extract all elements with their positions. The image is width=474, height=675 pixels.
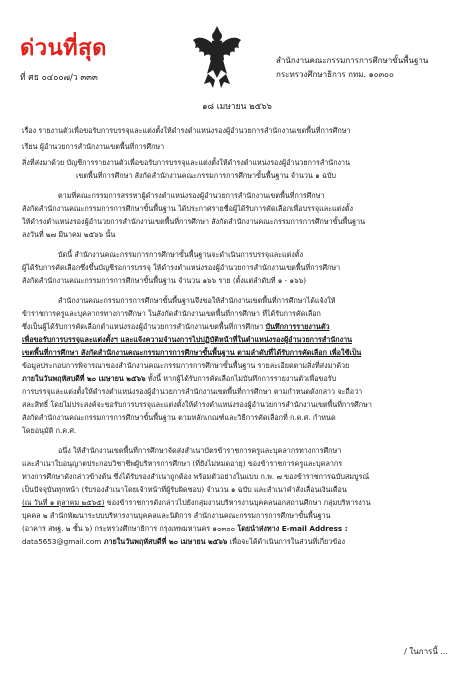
para3-underlined-line: เพื่อขอรับการบรรจุและแต่งตั้งฯ และแจ้งความจำนงการไปปฏิบัติหน้าที่ในตำแหน่งรองผู้อำนวยการสำนักงาน [22, 335, 353, 344]
para3-line: โดยอนุมัติ ก.ค.ศ. [22, 426, 77, 435]
para4-line [22, 536, 345, 547]
para3-line: ข้าราชการครูและบุคลากรทางการศึกษา ในสังกัดสำนักงานเขตพื้นที่การศึกษา ที่ได้รับการคัดเลือก [22, 309, 321, 318]
para4-text: (อาคาร สพฐ. ๒ ชั้น ๖) กระทรวงศึกษาธิการ กรุงเทพมหานคร ๑๐๓๐๐ [22, 524, 238, 533]
para1-line: สังกัดสำนักงานคณะกรรมการการศึกษาขั้นพื้นฐาน ได้ประกาศรายชื่อผู้ได้รับการคัดเลือกเพื่อบรรจุและแต่งตั้ง [22, 204, 353, 213]
issuing-agency [276, 54, 428, 82]
para3-line [22, 321, 330, 332]
agency-address: กระทรวงศึกษาธิการ กทม. ๑๐๓๐๐ [276, 70, 394, 79]
para4-date: (ณ วันที่ ๑ ตุลาคม ๒๕๖๕) [22, 498, 105, 507]
document-date: ๑๘ เมษายน ๒๕๖๖ [202, 102, 272, 112]
para3-line: สละสิทธิ์ โดยไม่ประสงค์จะขอรับการบรรจุและแต่งตั้งให้ดำรงตำแหน่งรองผู้อำนวยการสำนักงานเขตพื้นที่การศึกษา [22, 400, 372, 409]
para2-line: สังกัดสำนักงานคณะกรรมการการศึกษาขั้นพื้นฐาน จำนวน ๑๖๖ ราย (ตั้งแต่ลำดับที่ ๑ - ๑๖๖) [22, 276, 307, 285]
agency-name: สำนักงานคณะกรรมการการศึกษาขั้นพื้นฐาน [276, 56, 429, 65]
para4-line: เป็นปัจจุบันทุกหน้า (รับรองสำเนาโดยเจ้าหน้าที่ผู้รับผิดชอบ) จำนวน ๑ ฉบับ และสำเนาคำสั่งเลื่อนเงินเดือน [22, 485, 347, 494]
para3-underlined: บันทึกการรายงานตัว [265, 322, 330, 331]
email-address: data5653@gmail.com [22, 537, 102, 546]
para3-deadline: ภายในวันพฤหัสบดีที่ ๒๐ เมษายน ๒๕๖๖ [22, 374, 146, 383]
para3-line: ข้อมูลประกอบการพิจารณาของสำนักงานคณะกรรมการการศึกษาขั้นพื้นฐาน รายละเอียดตามสิ่งที่ส่งมาด้วย [22, 361, 350, 370]
subject-line: เรื่อง รายงานตัวเพื่อขอรับการบรรจุและแต่งตั้งให้ดำรงตำแหน่งรองผู้อำนวยการสำนักงานเขตพื้นที่การศึกษา [22, 126, 351, 135]
para2-line: ผู้ได้รับการคัดเลือกซึ่งขึ้นบัญชีรอการบรรจุ ให้ดำรงตำแหน่งรองผู้อำนวยการสำนักงานเขตพื้นที่การศึกษา [22, 263, 341, 272]
para4-line: บุคคล ๒ สำนักพัฒนาระบบบริหารงานบุคคลและนิติการ สำนักงานคณะกรรมการการศึกษาขั้นพื้นฐาน [22, 511, 331, 520]
para4-email-label: โดยนำส่งทาง E-mail Address : [237, 524, 348, 533]
recipient-line: เรียน ผู้อำนวยการสำนักงานเขตพื้นที่การศึกษา [22, 142, 165, 151]
para4-line [22, 497, 371, 508]
garuda-emblem-icon [191, 26, 243, 90]
para3-line: สำนักงานคณะกรรมการการศึกษาขั้นพื้นฐานจึงขอให้สำนักงานเขตพื้นที่การศึกษาได้แจ้งให้ [58, 296, 336, 305]
para3-text: ซึ่งเป็นผู้ได้รับการคัดเลือกตำแหน่งรองผู้อำนวยการสำนักงานเขตพื้นที่การศึกษา [22, 322, 266, 331]
para4-line: และสำเนาใบอนุญาตประกอบวิชาชีพผู้บริหารการศึกษา (ที่ยังไม่หมดอายุ) ของข้าราชการครูและบุคลากร [22, 459, 343, 468]
para4-line: ทางการศึกษาดังกล่าวข้างต้น ซึ่งได้รับรองสำเนาถูกต้อง พร้อมตัวอย่างในแบบ ก.พ. ๗ ของข้าราชการฉบับสมบูรณ์ [22, 472, 370, 481]
para3-line: สังกัดสำนักงานคณะกรรมการการศึกษาขั้นพื้นฐาน ตามหลักเกณฑ์และวิธีการคัดเลือกที่ ก.ค.ศ. กำหนด [22, 413, 336, 422]
urgent-stamp: ด่วนที่สุด [20, 36, 107, 61]
para4-deadline: ภายในวันพฤหัสบดีที่ ๒๐ เมษายน ๒๕๖๖ [101, 537, 228, 546]
continuation-marker: / ในการนี้ ... [404, 647, 448, 656]
enclosure-line-cont: เขตพื้นที่การศึกษา สังกัดสำนักงานคณะกรรมการการศึกษาขั้นพื้นฐาน จำนวน ๑ ฉบับ [76, 171, 336, 180]
para1-line: ลงวันที่ ๒๗ มีนาคม ๒๕๖๖ นั้น [22, 230, 116, 239]
para4-line: อนึ่ง ให้สำนักงานเขตพื้นที่การศึกษาจัดส่งสำเนาบัตรข้าราชการครูและบุคลากรทางการศึกษา [58, 446, 342, 455]
para3-text: ทั้งนี้ หากผู้ได้รับการคัดเลือกไม่บันทึกการรายงานตัวเพื่อขอรับ [145, 374, 337, 383]
para4-text: ของข้าราชการดังกล่าวไปยังกลุ่มงานบริหารงานบุคคลนอกสถานศึกษา กลุ่มบริหารงาน [104, 498, 371, 507]
para3-underlined-line: เขตพื้นที่การศึกษา สังกัดสำนักงานคณะกรรมการการศึกษาขั้นพื้นฐาน ตามลำดับที่ได้รับการคัดเลือก เพื่อใช้เป็น [22, 348, 362, 357]
para1-line: ให้ดำรงตำแหน่งรองผู้อำนวยการสำนักงานเขตพื้นที่การศึกษา สังกัดสำนักงานคณะกรรมการการศึกษาขั้นพื้นฐาน [22, 217, 366, 226]
para4-line [22, 523, 348, 534]
para2-line: บัดนี้ สำนักงานคณะกรรมการการศึกษาขั้นพื้นฐานจะดำเนินการบรรจุและแต่งตั้ง [58, 250, 303, 259]
para3-line [22, 373, 336, 384]
document-number: ที่ ศธ ๐๔๐๐๗/ว ๓๓๓ [20, 73, 98, 83]
para3-line: การบรรจุและแต่งตั้งให้ดำรงตำแหน่งรองผู้อำนวยการสำนักงานเขตพื้นที่การศึกษา ตามกำหนดดังกล่าว จะถือว่า [22, 387, 363, 396]
para1-line: ตามที่คณะกรรมการสรรหาผู้ดำรงตำแหน่งรองผู้อำนวยการสำนักงานเขตพื้นที่การศึกษา [58, 191, 325, 200]
para4-text: เพื่อจะได้ดำเนินการในส่วนที่เกี่ยวข้อง [227, 537, 346, 546]
enclosure-line: สิ่งที่ส่งมาด้วย บัญชีการรายงานตัวเพื่อขอรับการบรรจุและแต่งตั้งให้ดำรงตำแหน่งรองผู้อำนวยการสำนักงาน [22, 158, 351, 167]
